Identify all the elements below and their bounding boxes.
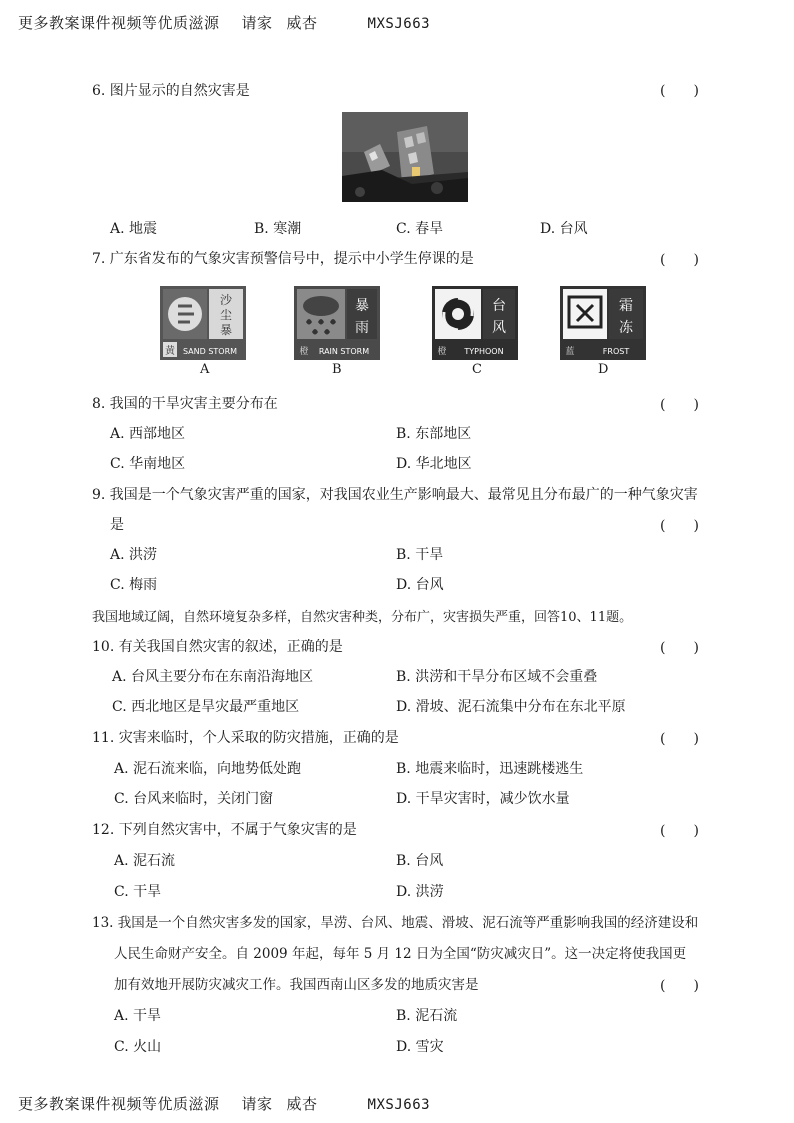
sig-c-char2: 风 (492, 320, 506, 336)
sig-a-char2: 尘 (219, 308, 233, 322)
q13-stem-line2: 人民生命财产安全。自 2009 年起，每年 5 月 12 日为全国“防灾减灾日”。这一决定将使我国更 (114, 946, 687, 962)
header-text-3: 威杏 (286, 14, 318, 32)
q8-stem: 8. 我国的干旱灾害主要分布在 (92, 396, 278, 412)
footer-text-3: 威杏 (286, 1095, 318, 1113)
q13-option-c[interactable]: C. 火山 (114, 1039, 162, 1055)
q8-option-c[interactable]: C. 华南地区 (110, 456, 186, 472)
q8-answer-blank[interactable]: ( ) (660, 397, 699, 413)
q12-option-d[interactable]: D. 洪涝 (396, 884, 444, 900)
sig-a-char3: 暴 (219, 323, 233, 337)
q6-stem: 6. 图片显示的自然灾害是 (92, 83, 250, 99)
q11-answer-blank[interactable]: ( ) (660, 731, 699, 747)
q9-stem-line1: 9. 我国是一个气象灾害严重的国家，对我国农业生产影响最大、最常见且分布最广的一种气象灾害 (92, 487, 698, 503)
q11-option-d[interactable]: D. 干旱灾害时，减少饮水量 (396, 791, 570, 807)
q8-option-a[interactable]: A. 西部地区 (110, 426, 186, 442)
q13-option-a[interactable]: A. 干旱 (114, 1008, 162, 1024)
sig-b-level: 橙 (299, 347, 309, 357)
q9-answer-blank[interactable]: ( ) (660, 518, 699, 534)
page-footer (18, 1093, 430, 1114)
q13-option-d[interactable]: D. 雪灾 (396, 1039, 444, 1055)
q13-option-b[interactable]: B. 泥石流 (396, 1008, 458, 1024)
header-code: MXSJ663 (367, 16, 431, 32)
header-text-1: 更多教案课件视频等优质滋源 (18, 14, 220, 32)
q13-stem-line3: 加有效地开展防灾减灾工作。我国西南山区多发的地质灾害是 (114, 977, 479, 993)
q10-answer-blank[interactable]: ( ) (660, 640, 699, 656)
q12-stem: 12. 下列自然灾害中，不属于气象灾害的是 (92, 822, 357, 838)
q9-option-c[interactable]: C. 梅雨 (110, 577, 158, 593)
q6-option-c[interactable]: C. 春旱 (396, 221, 444, 237)
page-header (18, 12, 430, 33)
q13-stem-line1: 13. 我国是一个自然灾害多发的国家，旱涝、台风、地震、滑坡、泥石流等严重影响我国的经济建设和 (92, 915, 699, 931)
sig-a-char1: 沙 (219, 293, 233, 307)
sig-d-char2: 冻 (619, 320, 633, 336)
q10-option-c[interactable]: C. 西北地区是旱灾最严重地区 (112, 699, 300, 715)
sig-a-level: 黄 (165, 346, 175, 357)
group-intro: 我国地域辽阔，自然环境复杂多样，自然灾害种类，分布广，灾害损失严重，回答10、11题。 (92, 610, 633, 625)
footer-text-1: 更多教案课件视频等优质滋源 (18, 1095, 220, 1113)
q11-option-b[interactable]: B. 地震来临时，迅速跳楼逃生 (396, 761, 584, 777)
sig-c-en: TYPHOON (464, 347, 504, 356)
sig-a-letter[interactable]: A (200, 362, 210, 377)
q9-option-b[interactable]: B. 干旱 (396, 547, 444, 563)
q12-option-c[interactable]: C. 干旱 (114, 884, 162, 900)
q7-stem: 7. 广东省发布的气象灾害预警信号中，提示中小学生停课的是 (92, 251, 474, 267)
footer-text-2: 请家 (241, 1095, 273, 1113)
header-text-2: 请家 (241, 14, 273, 32)
q10-option-b[interactable]: B. 洪涝和干旱分布区域不会重叠 (396, 669, 598, 685)
rainstorm-signal-icon (294, 286, 380, 360)
footer-code: MXSJ663 (367, 1097, 431, 1113)
sig-a-en: SAND STORM (182, 347, 238, 356)
q12-option-b[interactable]: B. 台风 (396, 853, 444, 869)
frost-signal-icon (560, 286, 646, 360)
sig-c-letter[interactable]: C (472, 362, 482, 377)
sig-b-letter[interactable]: B (332, 362, 342, 377)
sig-c-char1: 台 (492, 298, 506, 314)
q11-option-c[interactable]: C. 台风来临时，关闭门窗 (114, 791, 274, 807)
q10-option-a[interactable]: A. 台风主要分布在东南沿海地区 (112, 669, 314, 685)
sig-d-letter[interactable]: D (598, 362, 609, 377)
sandstorm-signal-icon (160, 286, 246, 360)
sig-b-char1: 暴 (355, 298, 369, 314)
q9-option-a[interactable]: A. 洪涝 (110, 547, 158, 563)
sig-c-level: 橙 (437, 347, 447, 357)
sig-b-en: RAIN STORM (318, 347, 370, 356)
sig-d-en: FROST (602, 347, 630, 356)
q6-option-b[interactable]: B. 寒潮 (254, 221, 302, 237)
typhoon-signal-icon (432, 286, 518, 360)
q9-stem-line2: 是 (110, 517, 124, 533)
q13-answer-blank[interactable]: ( ) (660, 978, 699, 994)
earthquake-photo (342, 112, 468, 202)
q12-answer-blank[interactable]: ( ) (660, 823, 699, 839)
q8-option-b[interactable]: B. 东部地区 (396, 426, 472, 442)
q11-option-a[interactable]: A. 泥石流来临，向地势低处跑 (114, 761, 302, 777)
q12-option-a[interactable]: A. 泥石流 (114, 853, 176, 869)
sig-b-char2: 雨 (355, 320, 369, 336)
q9-option-d[interactable]: D. 台风 (396, 577, 444, 593)
q10-option-d[interactable]: D. 滑坡、泥石流集中分布在东北平原 (396, 699, 626, 715)
q7-answer-blank[interactable]: ( ) (660, 252, 699, 268)
q6-option-a[interactable]: A. 地震 (110, 221, 158, 237)
q11-stem: 11. 灾害来临时，个人采取的防灾措施，正确的是 (92, 730, 399, 746)
sig-d-char1: 霜 (619, 298, 633, 314)
q6-option-d[interactable]: D. 台风 (540, 221, 588, 237)
sig-d-level: 蓝 (565, 347, 575, 357)
q6-answer-blank[interactable]: ( ) (660, 83, 699, 99)
q10-stem: 10. 有关我国自然灾害的叙述，正确的是 (92, 639, 343, 655)
q8-option-d[interactable]: D. 华北地区 (396, 456, 472, 472)
